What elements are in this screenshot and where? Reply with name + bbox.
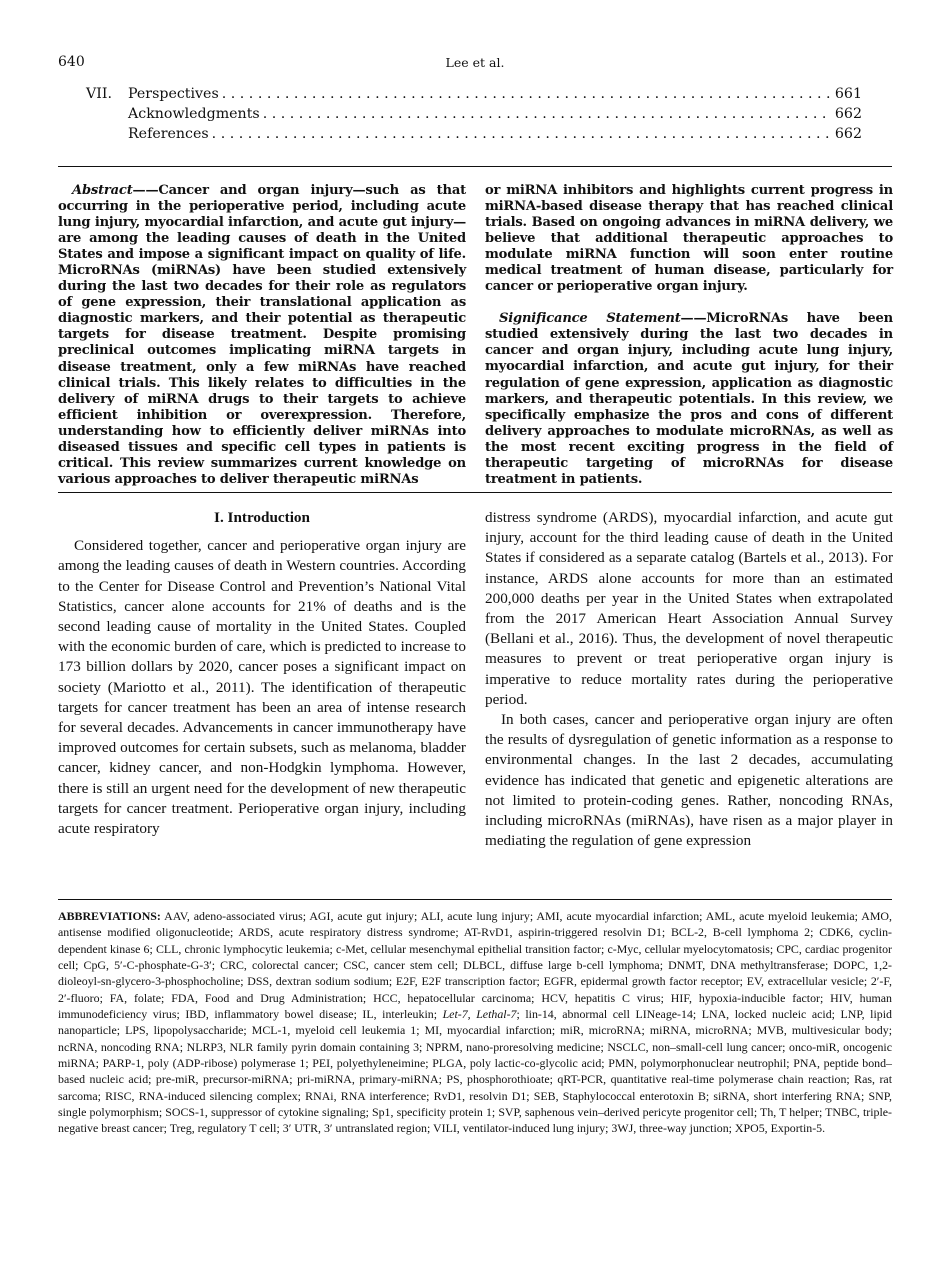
toc-row[interactable] (86, 126, 862, 146)
intro-paragraph: In both cases, cancer and perioperative organ injury are often the results of dysregulation of genetic information as a response to environmental changes. In the last 2 decades, accumulating evidence has indicated that genetic and epigenetic alterations are not limited to protein-coding genes. Rather, noncoding RNAs, including microRNAs (miRNAs), have risen as a major player in mediating the regulation of gene expression (485, 711, 893, 850)
toc-row[interactable] (86, 106, 862, 126)
body-left-column (58, 508, 466, 839)
intro-paragraph-continuation: distress syndrome (ARDS), myocardial infarction, and acute gut injury, account for the third leading cause of death in the United States if considered as a separate catalog (Bartels et al., 2013). For instance, ARDS alone accounts for more than an estimated 200,000 deaths per year in the United States when extrapolated from the 2017 American Heart Association Annual Survey (Bellani et al., 2016). Thus, the development of novel therapeutic measures to prevent or treat perioperative organ injury is imperative to reduce mortality rates during the perioperative period. (485, 509, 893, 708)
toc-row[interactable] (86, 86, 862, 106)
abstract-left-column (58, 183, 466, 488)
intro-paragraph: Considered together, cancer and perioperative organ injury are among the leading causes of death in Western countries. According to the Center for Disease Control and Prevention’s National Vital Statistics, cancer alone accounts for 21% of deaths and is the second leading cause of mortality in the United States. Coupled with the economic burden of care, which is predicted to increase to 173 billion dollars by 2020, cancer poses a significant impact on society (Mariotto et al., 2011). The identification of therapeutic targets for cancer treatment has been an area of intense research for several decades. Advancements in cancer immunotherapy have improved outcomes for certain subsets, such as melanoma, bladder cancer, kidney cancer, and non-Hodgkin lymphoma. However, there is still an urgent need for the development of new therapeutic targets for cancer treatment. Perioperative organ injury, including acute respiratory (58, 537, 466, 838)
abbreviations-text: AAV, adeno-associated virus; AGI, acute gut injury; ALI, acute lung injury; AMI, acute myocardial infarction; AML, acute myeloid leukemia; AMO, antisense modified oligonucleotide; ARDS, acute respiratory distress syndrome; AT-RvD1, aspirin-triggered resolvin D1; BCL-2, B-cell lymphoma 2; CDK6, cyclin-dependent kinase 6; CLL, chronic lymphocytic leukemia; c-Met, cellular mesenchymal epithelial transition factor; c-Myc, cellular myelocytomatosis; CPC, cardiac progenitor cell; CpG, 5′-C-phosphate-G-3′; CRC, colorectal cancer; CSC, cancer stem cell; DLBCL, diffuse large b-cell lymphoma; DNMT, DNA methyltransferase; DOPC, 1,2-dioleoyl-sn-glycero-3-phosphocholine; DSS, dextran sodium sodium; E2F, E2F transcription factor; EGFR, epidermal growth factor receptor; EV, extracellular vesicle; 2′-F, 2′-fluoro; FA, folate; FDA, Food and Drug Administration; HCC, hepatocellular carcinoma; HCV, hepatitis C virus; HIF, hypoxia-inducible factor; HIV, human immunodeficiency virus; IBD, inflammatory bowel disease; IL, interleukin; (58, 909, 892, 1022)
abstract-paragraph (58, 183, 466, 488)
toc-title: Perspectives (128, 86, 219, 102)
running-head: Lee et al. (445, 55, 505, 70)
toc-page: 661 (834, 86, 862, 102)
page-number: 640 (58, 54, 85, 70)
divider-footnote (58, 899, 892, 900)
section-heading: I. Introduction (214, 509, 310, 526)
toc-leader-dots (263, 106, 832, 122)
abstract-label: Abstract (72, 183, 133, 198)
abbreviations-italic-term: Let-7, Lethal-7 (442, 1007, 517, 1022)
abstract-text: Cancer and organ injury—such as that occurring in the perioperative period, including acute lung injury, myocardial infarction, and acute gut injury—are among the leading causes of death in the United States and impose a significant impact on quality of life. MicroRNAs (miRNAs) have been studied extensively during the last two decades for their role as regulators of gene expression, their translational application as diagnostic markers, and their potential as therapeutic targets for disease treatment. Despite promising preclinical outcomes implicating miRNA targets in disease treatment, only a few miRNAs have reached clinical trials. This likely relates to difficulties in the delivery of miRNA drugs to their targets to achieve efficient inhibition or overexpression. Therefore, understanding how to efficiently deliver miRNAs into diseased tissues and specific cell types in patients is critical. This review summarizes current knowledge on various approaches to deliver therapeutic miRNAs (58, 183, 466, 487)
abbreviations-label: ABBREVIATIONS: (58, 909, 161, 923)
significance-label: Significance Statement (499, 311, 681, 327)
toc-leader-dots (212, 126, 832, 142)
abstract-continuation: or miRNA inhibitors and highlights current progress in miRNA-based disease therapy that has reached clinical trials. Based on ongoing advances in miRNA delivery, we believe that additional therapeutic approaches to modulate miRNA function will soon enter routine medical treatment of human disease, particularly for cancer or perioperative organ injury. (485, 183, 893, 295)
abbreviations-footnote (58, 908, 892, 1137)
divider-middle (58, 492, 892, 493)
toc-page: 662 (834, 126, 862, 142)
significance-dash: —— (680, 311, 707, 327)
significance-text: MicroRNAs have been studied extensively during the last two decades in cancer and organ injury, including acute lung injury, myocardial infarction, and acute gut injury, for their regulation of gene expression, application as diagnostic markers, and therapeutic potentials. In this review, we specifically emphasize the pros and cons of different delivery approaches to modulate microRNAs, as well as the most recent exciting progress in the field of therapeutic targeting of microRNAs for disease treatment in patients. (485, 311, 893, 487)
abstract-right-column (485, 183, 893, 488)
divider-top (58, 166, 892, 167)
table-of-contents (86, 86, 862, 146)
abstract-dash: —— (132, 183, 159, 198)
toc-page: 662 (834, 106, 862, 122)
toc-leader-dots (222, 86, 832, 102)
significance-paragraph (485, 311, 893, 488)
abbreviations-text: ; lin-14, abnormal cell LINeage-14; LNA, locked nucleic acid; LNP, lipid nanoparticle; LPS, lipopolysaccharide; MCL-1, myeloid cell leukemia 1; MI, myocardial infarction; miR, microRNA; miRNA, microRNA; MVB, multivesicular body; ncRNA, noncoding RNA; NLRP3, NLR family pyrin domain containing 3; NPRM, nano-proresolving medicine; NSCLC, non–small-cell lung cancer; onco-miR, oncogenic miRNA; PARP-1, poly (ADP-ribose) polymerase 1; PEI, polyethyleneimine; PLGA, poly lactic-co-glycolic acid; PMN, polymorphonuclear neutrophil; PNA, peptide bond–based nucleic acid; pre-miR, precursor-miRNA; pri-miRNA, primary-miRNA; PS, phosphorothioate; qRT-PCR, quantitative real-time polymerase chain reaction; Ras, rat sarcoma; RISC, RNA-induced silencing complex; RNAi, RNA interference; RvD1, resolvin D1; SEB, Staphylococcal enterotoxin B; siRNA, short interfering RNA; SNP, single polymorphism; SOCS-1, suppressor of cytokine signaling; Sp1, specificity protein 1; SVP, saphenous vein–derived pericyte progenitor cell; Th, T helper; TNBC, triple-negative breast cancer; Treg, regulatory T cell; 3′ UTR, 3′ untranslated region; VILI, ventilator-induced lung injury; 3WJ, three-way junction; XPO5, Exportin-5. (58, 1007, 892, 1136)
body-right-column (485, 508, 893, 851)
toc-title: References (128, 126, 209, 142)
toc-title: Acknowledgments (128, 106, 260, 122)
toc-number: VII. (86, 86, 112, 102)
